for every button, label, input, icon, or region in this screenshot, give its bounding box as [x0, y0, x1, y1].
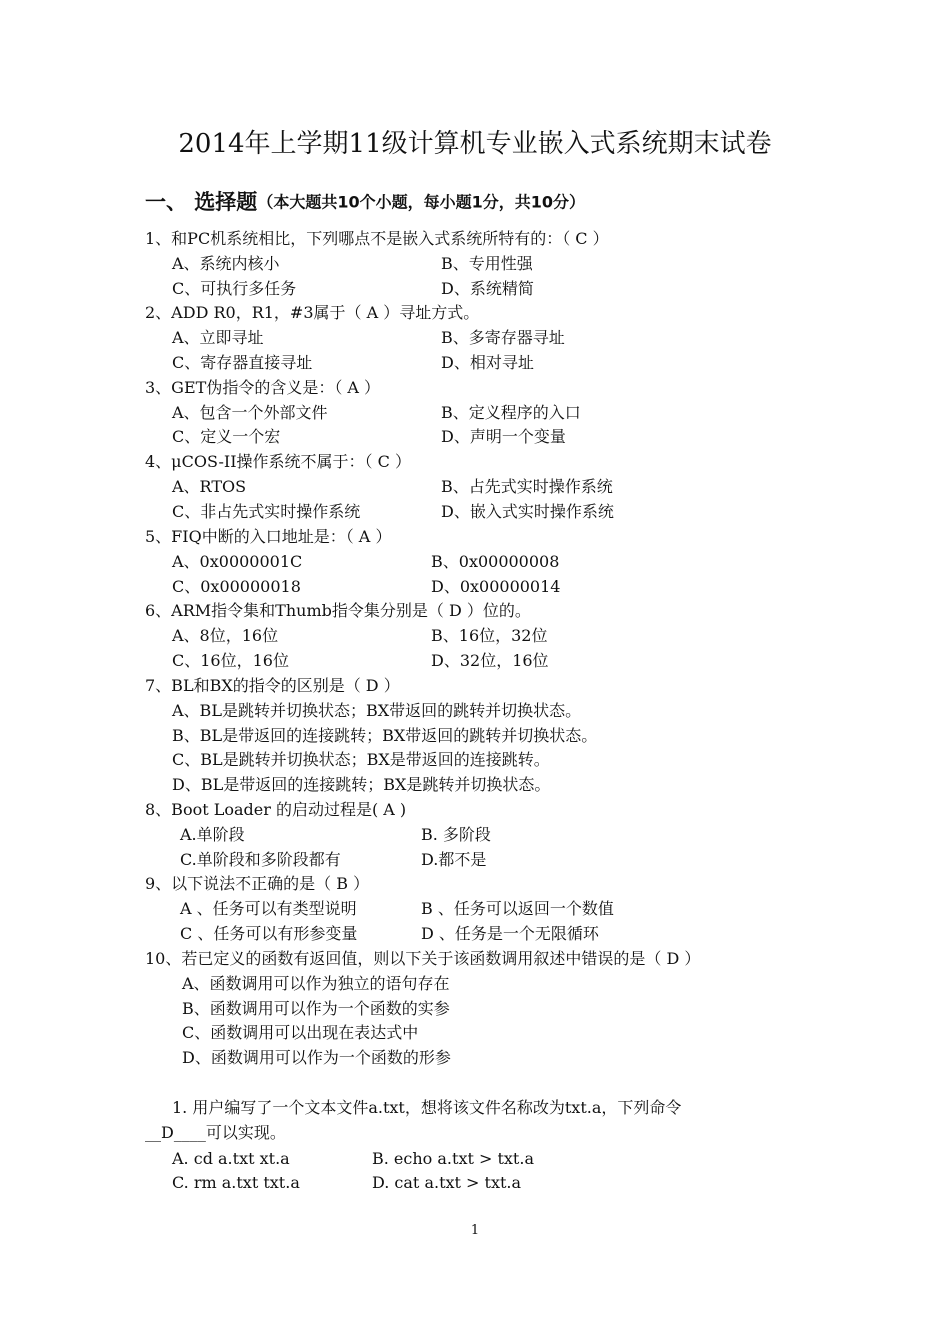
question-1-option-c: C、可执行多任务: [172, 279, 297, 298]
question-8-option-a: A.单阶段: [180, 825, 245, 844]
question-7-option-a: A、BL是跳转并切换状态；BX带返回的跳转并切换状态。: [172, 701, 582, 720]
question-1-option-d: D、系统精简: [441, 279, 534, 298]
question-6-option-d: D、32位，16位: [431, 651, 549, 670]
question-4-option-b: B、占先式实时操作系统: [441, 477, 613, 496]
question-2-stem: 2、ADD R0，R1，#3属于（ A ）寻址方式。: [145, 303, 480, 322]
extra-question-option-c: C. rm a.txt txt.a: [172, 1173, 300, 1192]
question-5-stem: 5、FIQ中断的入口地址是：（ A ）: [145, 527, 392, 546]
page-number: 1: [470, 1223, 480, 1238]
extra-question-option-d: D. cat a.txt > txt.a: [372, 1173, 522, 1192]
question-5-option-d: D、0x00000014: [431, 577, 561, 596]
question-8-option-c: C.单阶段和多阶段都有: [180, 850, 341, 869]
question-9-stem: 9、以下说法不正确的是（ B ）: [145, 874, 370, 893]
extra-question-stem-line1: 1. 用户编写了一个文本文件a.txt，想将该文件名称改为txt.a，下列命令: [172, 1098, 682, 1117]
question-2-option-c: C、寄存器直接寻址: [172, 353, 313, 372]
question-7-option-b: B、BL是带返回的连接跳转；BX带返回的跳转并切换状态。: [172, 726, 598, 745]
question-6-option-a: A、8位，16位: [172, 626, 279, 645]
question-3-option-c: C、定义一个宏: [172, 427, 281, 446]
question-4-option-a: A、RTOS: [172, 477, 247, 496]
question-3-option-b: B、定义程序的入口: [441, 403, 581, 422]
question-7-option-c: C、BL是跳转并切换状态；BX是带返回的连接跳转。: [172, 750, 550, 769]
section-heading-note: （本大题共10个小题，每小题1分，共10分）: [257, 192, 585, 212]
question-10-option-c: C、函数调用可以出现在表达式中: [182, 1023, 419, 1042]
question-3-option-a: A、包含一个外部文件: [172, 403, 328, 422]
question-3-option-d: D、声明一个变量: [441, 427, 566, 446]
question-7-option-d: D、BL是带返回的连接跳转；BX是跳转并切换状态。: [172, 775, 551, 794]
question-4-stem: 4、μCOS-II操作系统不属于：（ C ）: [145, 452, 411, 471]
extra-question-option-a: A. cd a.txt xt.a: [172, 1149, 290, 1168]
question-10-option-a: A、函数调用可以作为独立的语句存在: [182, 974, 450, 993]
question-4-option-c: C、非占先式实时操作系统: [172, 502, 361, 521]
question-9-option-d: D 、任务是一个无限循环: [421, 924, 599, 943]
question-5-option-a: A、0x0000001C: [172, 552, 303, 571]
page-title: 2014年上学期11级计算机专业嵌入式系统期末试卷: [178, 129, 772, 159]
extra-question-option-b: B. echo a.txt > txt.a: [372, 1149, 534, 1168]
question-8-stem: 8、Boot Loader 的启动过程是( A ): [145, 800, 407, 819]
question-9-option-c: C 、任务可以有形参变量: [180, 924, 358, 943]
question-7-stem: 7、BL和BX的指令的区别是（ D ）: [145, 676, 400, 695]
question-3-stem: 3、GET伪指令的含义是：（ A ）: [145, 378, 381, 397]
question-6-option-c: C、16位，16位: [172, 651, 289, 670]
question-1-option-b: B、专用性强: [441, 254, 533, 273]
question-5-option-b: B、0x00000008: [431, 552, 560, 571]
question-9-option-b: B 、任务可以返回一个数值: [421, 899, 614, 918]
question-6-option-b: B、16位，32位: [431, 626, 548, 645]
question-8-option-d: D.都不是: [421, 850, 487, 869]
question-10-stem: 10、若已定义的函数有返回值，则以下关于该函数调用叙述中错误的是（ D ）: [145, 949, 701, 968]
question-2-option-a: A、立即寻址: [172, 328, 264, 347]
question-1-option-a: A、系统内核小: [172, 254, 280, 273]
extra-question-stem-line2: __D____可以实现。: [145, 1123, 286, 1142]
question-2-option-b: B、多寄存器寻址: [441, 328, 565, 347]
section-heading: [145, 186, 585, 216]
question-9-option-a: A 、任务可以有类型说明: [180, 899, 357, 918]
question-2-option-d: D、相对寻址: [441, 353, 534, 372]
question-10-option-b: B、函数调用可以作为一个函数的实参: [182, 999, 450, 1018]
question-5-option-c: C、0x00000018: [172, 577, 301, 596]
section-heading-text: 一、 选择题: [145, 190, 258, 214]
question-4-option-d: D、嵌入式实时操作系统: [441, 502, 614, 521]
question-6-stem: 6、ARM指令集和Thumb指令集分别是（ D ）位的。: [145, 601, 531, 620]
question-1-stem: 1、和PC机系统相比，下列哪点不是嵌入式系统所特有的：（ C ）: [145, 229, 609, 248]
question-8-option-b: B. 多阶段: [421, 825, 491, 844]
question-10-option-d: D、函数调用可以作为一个函数的形参: [182, 1048, 451, 1067]
